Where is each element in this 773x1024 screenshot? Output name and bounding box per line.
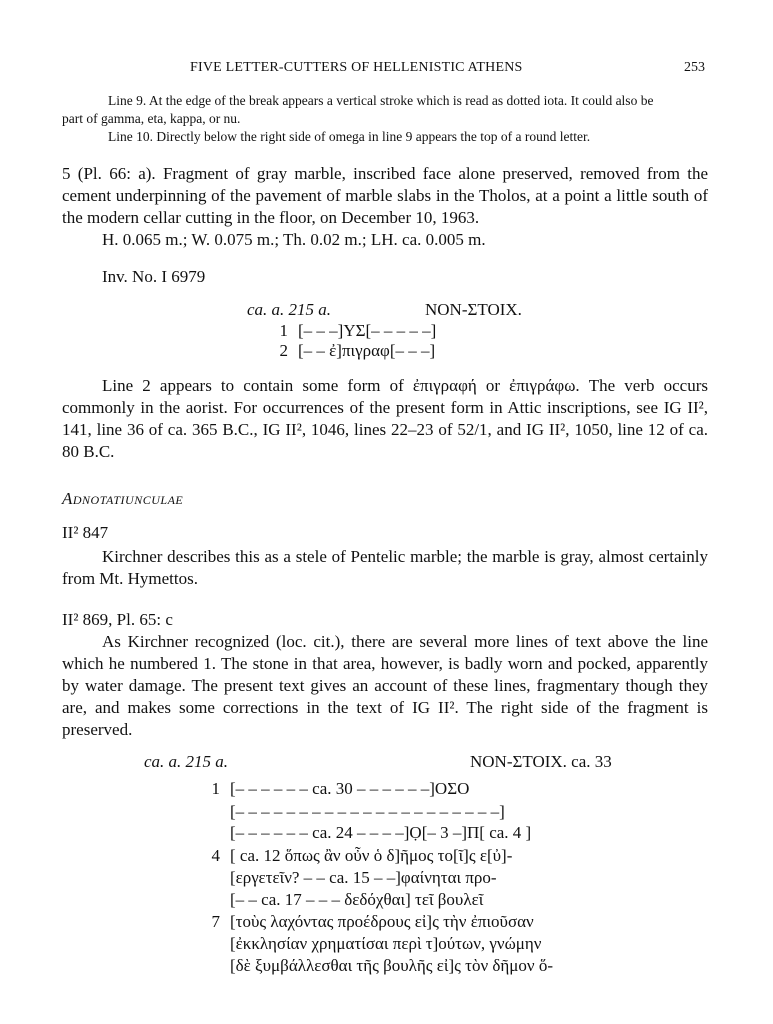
- line-text: [– – ἐ]πιγραφ[– – –]: [298, 341, 436, 360]
- inscription-line: [198, 802, 505, 822]
- inscription-line: [198, 846, 512, 866]
- reference-ii2-847-text: Kirchner describes this as a stele of Pentelic marble; the marble is gray, almost certainly from Mt. Hymettos.: [62, 547, 708, 588]
- line-number: 1: [279, 321, 288, 340]
- inscription-line: [198, 823, 531, 843]
- note-line-9: Line 9. At the edge of the break appears a vertical stroke which is read as dotted iota. It could also be: [108, 93, 654, 108]
- inscription-line: [198, 934, 541, 954]
- entry-5-style: NON-ΣΤΟΙΧ.: [425, 300, 522, 319]
- line-number: 2: [279, 341, 288, 360]
- line-text: [δὲ ξυμβάλλεσθαι τῆς βουλῆς εἰ]ς τὸν δῆμον ὅ-: [230, 956, 554, 975]
- inscription-date: ca. a. 215 a.: [144, 752, 229, 771]
- line-number: 1: [211, 779, 220, 798]
- reference-ii2-847: II² 847: [62, 523, 109, 542]
- line-text: [– – – – – – ca. 24 – – – –]Ọ[– 3 –]Π[ ca. 4 ]: [230, 823, 532, 842]
- running-title: FIVE LETTER-CUTTERS OF HELLENISTIC ATHENS: [190, 60, 523, 75]
- inscription-line: [198, 912, 534, 932]
- reference-ii2-869: II² 869, Pl. 65: c: [62, 610, 173, 629]
- section-heading: Adnotatiunculae: [62, 489, 184, 508]
- inscription-line: [266, 321, 436, 341]
- entry-5-description: 5 (Pl. 66: a). Fragment of gray marble, inscribed face alone preserved, removed from the cement underpinning of the pavement of marble slabs in the Tholos, at a point a little south of the modern cellar cutting in the floor, on December 10, 1963.: [62, 164, 708, 227]
- entry-5-dimensions: H. 0.065 m.; W. 0.075 m.; Th. 0.02 m.; LH. ca. 0.005 m.: [102, 230, 486, 249]
- inscription-line: [198, 890, 483, 910]
- entry-5-commentary: Line 2 appears to contain some form of ἐπιγραφή or ἐπιγράφω. The verb occurs commonly in the aorist. For occurrences of the present form in Attic inscriptions, see IG II², 141, line 36 of ca. 365 B.C., IG II², 1046, lines 22–23 of 52/1, and IG II², 1050, line 12 of ca. 80 B.C.: [62, 376, 708, 461]
- inscription-line: [198, 956, 553, 976]
- page-number: 253: [684, 60, 705, 75]
- line-text: [ἐκκλησίαν χρηματίσαι περὶ τ]ούτων, γνώμην: [230, 934, 542, 953]
- entry-5-date: ca. a. 215 a.: [247, 300, 332, 319]
- line-text: [– – – – – – ca. 30 – – – – – –]ΟΣΟ: [230, 779, 470, 798]
- inscription-line: [266, 341, 435, 361]
- entry-5-inventory: Inv. No. I 6979: [102, 267, 206, 286]
- note-line-10: Line 10. Directly below the right side of omega in line 9 appears the top of a round letter.: [108, 129, 591, 144]
- line-text: [εργετεῖν? – – ca. 15 – –]φαίνηται προ-: [230, 868, 497, 887]
- line-number: 4: [211, 846, 220, 865]
- reference-ii2-869-text: As Kirchner recognized (loc. cit.), there are several more lines of text above the line which he numbered 1. The stone in that area, however, is badly worn and pocked, apparently by water damage. The present text gives an account of these lines, fragmentary though they are, and makes some corrections in the text of IG II². The right side of the fragment is preserved.: [62, 632, 708, 739]
- line-text: [– – – – – – – – – – – – – – – – – – – – –]: [230, 802, 505, 821]
- line-number: 7: [211, 912, 220, 931]
- inscription-style: NON-ΣΤΟΙΧ. ca. 33: [470, 752, 612, 771]
- inscription-line: [198, 779, 469, 799]
- line-text: [– – ca. 17 – – – δεδόχθαι] τεῖ βουλεῖ: [230, 890, 484, 909]
- line-text: [τοὺς λαχόντας προέδρους εἰ]ς τὴν ἐπιοῦσαν: [230, 912, 534, 931]
- line-text: [ ca. 12 ὅπως ἂν οὖν ὁ δ]ῆμος το[ῖ]ς ε[ὐ]-: [230, 846, 513, 865]
- line-text: [– – –]ΥΣ[– – – – –]: [298, 321, 437, 340]
- note-line-9-cont: part of gamma, eta, kappa, or nu.: [62, 111, 241, 126]
- inscription-line: [198, 868, 497, 888]
